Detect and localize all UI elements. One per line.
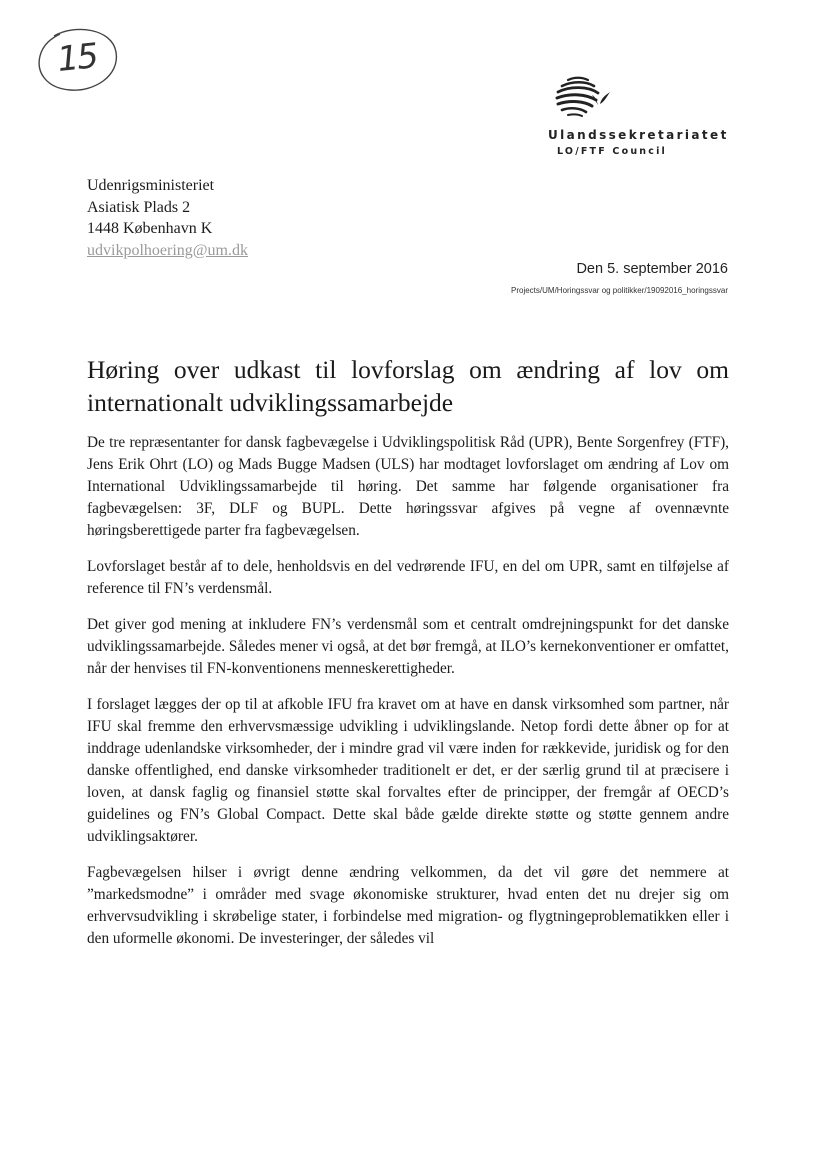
document-title — [87, 353, 729, 419]
body-paragraph: Det giver god mening at inkludere FN’s verdensmål som et centralt omdrejningspunkt for det danske udviklingssamarbejde. Således mener vi også, at det bør fremgå, at ILO’s kernekonventioner er omfattet, når der henvises til FN-konventionens menneskerettigheder. — [87, 616, 729, 677]
letter-body — [87, 432, 729, 964]
organization-logo — [526, 74, 729, 164]
title-line-2: internationalt udviklingssamarbejde — [87, 388, 454, 417]
body-paragraph: De tre repræsentanter for dansk fagbevægelse i Udviklingspolitisk Råd (UPR), Bente Sorgenfrey (FTF), Jens Erik Ohrt (LO) og Mads Bugge Madsen (ULS) har modtaget lovforslaget om ændring af Lov om International Udviklingssamarbejde til høring. Det samme har følgende organisationer fra fagbevægelsen: 3F, DLF og BUPL. Dette høringssvar afgives på vegne af ovennævnte høringsberettigede parter fra fagbevægelsen. — [87, 434, 729, 539]
recipient-email-link[interactable]: udvikpolhoering@um.dk — [87, 241, 248, 259]
document-reference: Projects/UM/Horingssvar og politikker/19092016_horingssvar — [511, 286, 728, 295]
title-line-1: Høring over udkast til lovforslag om ændring af lov om — [87, 355, 729, 384]
letter-date: Den 5. september 2016 — [576, 261, 728, 277]
logo-subname: LO/FTF Council — [557, 146, 667, 157]
recipient-street: Asiatisk Plads 2 — [87, 198, 191, 216]
handwritten-stamp — [34, 26, 120, 94]
logo-name: Ulandssekretariatet — [548, 128, 729, 142]
stamp-number: 15 — [55, 36, 99, 80]
recipient-address — [87, 175, 248, 261]
body-paragraph: I forslaget lægges der op til at afkoble IFU fra kravet om at have en dansk virksomhed som partner, når IFU skal fremme den erhvervsmæssige udvikling i udviklingslande. Netop fordi dette åbner op for at inddrage udenlandske virksomheder, der i mindre grad vil være inden for rækkevide, juridisk og for den danske offentlighed, end danske virksomheder traditionelt er det, er der særlig grund til at præcisere i loven, at dansk faglig og finansiel støtte skal forvaltes efter de principper, der fremgår af OECD’s guidelines og FN’s Global Compact. Dette skal både gælde direkte støtte og støtte gennem andre udviklingsaktører. — [87, 696, 729, 845]
globe-lines-icon — [540, 74, 610, 122]
body-paragraph: Fagbevægelsen hilser i øvrigt denne ændring velkommen, da det vil gøre det nemmere at ”markedsmodne” i områder med svage økonomiske strukturer, hvad enten det nu drejer sig om erhvervsudvikling i skrøbelige stater, i forbindelse med migration- og flygtningeproblematikken eller i den uformelle økonomi. De investeringer, der således vil — [87, 864, 729, 947]
body-paragraph: Lovforslaget består af to dele, henholdsvis en del vedrørende IFU, en del om UPR, samt en tilføjelse af reference til FN’s verdensmål. — [87, 558, 729, 597]
recipient-name: Udenrigsministeriet — [87, 177, 215, 194]
recipient-city: 1448 København K — [87, 220, 213, 237]
